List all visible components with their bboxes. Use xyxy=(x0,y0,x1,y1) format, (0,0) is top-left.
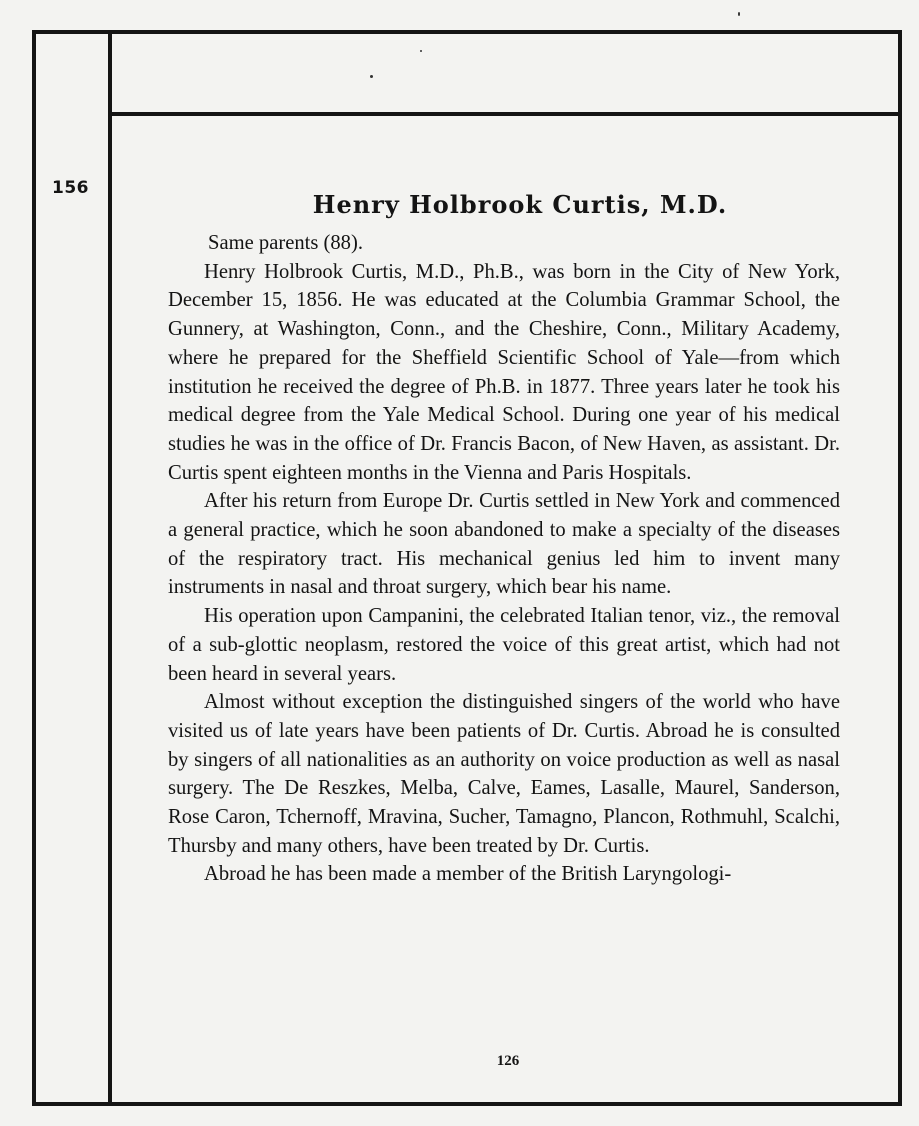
scan-speck xyxy=(370,75,373,78)
paragraph: After his return from Europe Dr. Curtis settled in New York and commenced a general practice, which he soon abandoned to make a specialty of the diseases of the respiratory tract. His mechanical genius led him to invent many instruments in nasal and throat surgery, which bear his name. xyxy=(168,490,840,599)
biography-text xyxy=(168,229,840,889)
scan-speck xyxy=(420,50,422,52)
paragraph: Henry Holbrook Curtis, M.D., Ph.B., was born in the City of New York, December 15, 1856. He was educated at the Columbia Grammar School, the Gunnery, at Washington, Conn., and the Cheshire, Conn., Military Academy, where he prepared for the Sheffield Scientific School of Yale—from which institution he received the degree of Ph.B. in 1877. Three years later he took his medical degree from the Yale Medical School. During one year of his medical studies he was in the office of Dr. Francis Bacon, of New Haven, as assistant. Dr. Curtis spent eighteen months in the Vienna and Paris Hospitals. xyxy=(168,260,840,484)
margin-column-rule xyxy=(108,30,112,1106)
paragraph: His operation upon Campanini, the celebrated Italian tenor, viz., the removal of a sub-glottic neoplasm, restored the voice of this great artist, which had not been heard in several years. xyxy=(168,605,840,685)
page-number: 126 xyxy=(496,1053,520,1069)
header-box-rule xyxy=(108,112,902,116)
page-title: Henry Holbrook Curtis, M.D. xyxy=(312,190,728,219)
scan-speck xyxy=(738,12,740,16)
paragraph: Abroad he has been made a member of the British Laryngologi- xyxy=(204,863,732,886)
paragraph: Almost without exception the distinguished singers of the world who have visited us of late years have been patients of Dr. Curtis. Abroad he is consulted by singers of all nationalities as an authority on voice production as well as nasal surgery. The De Reszkes, Melba, Calve, Eames, Lasalle, Maurel, Sanderson, Rose Caron, Tchernoff, Mravina, Sucher, Tamagno, Plancon, Rothmuhl, Scalchi, Thursby and many others, have been treated by Dr. Curtis. xyxy=(168,691,840,857)
entry-number: 156 xyxy=(52,178,89,198)
paragraph: Same parents (88). xyxy=(208,232,363,254)
